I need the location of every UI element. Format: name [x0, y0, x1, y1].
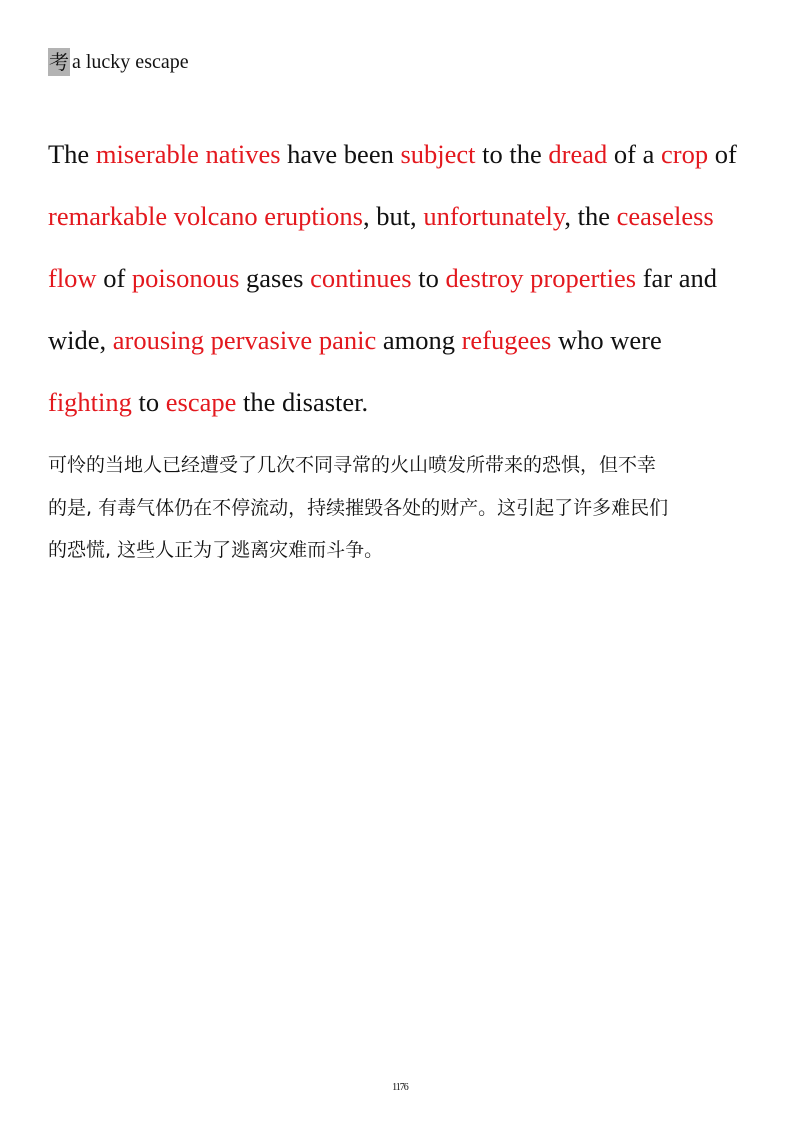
chinese-translation	[48, 450, 758, 578]
plain-text: to	[131, 387, 166, 417]
english-line	[48, 254, 768, 316]
plain-text: , but,	[362, 201, 424, 231]
highlighted-term: dread	[548, 139, 608, 169]
highlighted-term: crop	[660, 139, 709, 169]
plain-text: of	[708, 139, 737, 169]
plain-text: far and	[636, 263, 718, 293]
chinese-line: 的是, 有毒气体仍在不停流动，持续摧毁各处的财产。这引起了许多难民们	[48, 496, 669, 519]
highlighted-term: continues	[310, 263, 412, 293]
highlighted-term: remarkable volcano eruptions	[48, 201, 363, 231]
english-paragraph	[48, 130, 768, 440]
title-text: a lucky escape	[72, 50, 189, 73]
highlighted-term: refugees	[461, 325, 552, 355]
plain-text: who were	[551, 325, 662, 355]
plain-text: gases	[239, 263, 311, 293]
plain-text: of	[96, 263, 132, 293]
highlighted-term: poisonous	[131, 263, 240, 293]
plain-text: have been	[280, 139, 401, 169]
highlighted-term: ceaseless	[616, 201, 714, 231]
highlighted-term: destroy properties	[445, 263, 637, 293]
plain-text: wide,	[48, 325, 113, 355]
plain-text: to	[411, 263, 446, 293]
english-line	[48, 378, 768, 440]
english-line	[48, 316, 768, 378]
plain-text: among	[376, 325, 462, 355]
document-title	[48, 48, 189, 76]
plain-text: to the	[475, 139, 549, 169]
highlighted-term: subject	[400, 139, 476, 169]
english-line	[48, 192, 768, 254]
plain-text: The	[48, 139, 96, 169]
highlighted-term: arousing pervasive panic	[112, 325, 377, 355]
title-marker: 考	[49, 50, 69, 74]
highlighted-term: fighting	[48, 387, 132, 417]
highlighted-term: flow	[48, 263, 97, 293]
page-number: 1176	[392, 1082, 408, 1093]
chinese-line: 的恐慌, 这些人正为了逃离灾难而斗争。	[48, 539, 384, 561]
highlighted-term: miserable natives	[95, 139, 281, 169]
highlighted-term: escape	[165, 387, 237, 417]
chinese-line: 可怜的当地人已经遭受了几次不同寻常的火山喷发所带来的恐惧，但不幸	[48, 454, 657, 476]
plain-text: of a	[607, 139, 661, 169]
highlighted-term: unfortunately	[423, 201, 565, 231]
plain-text: the disaster.	[236, 387, 369, 417]
english-line	[48, 130, 768, 192]
plain-text: , the	[564, 201, 617, 231]
